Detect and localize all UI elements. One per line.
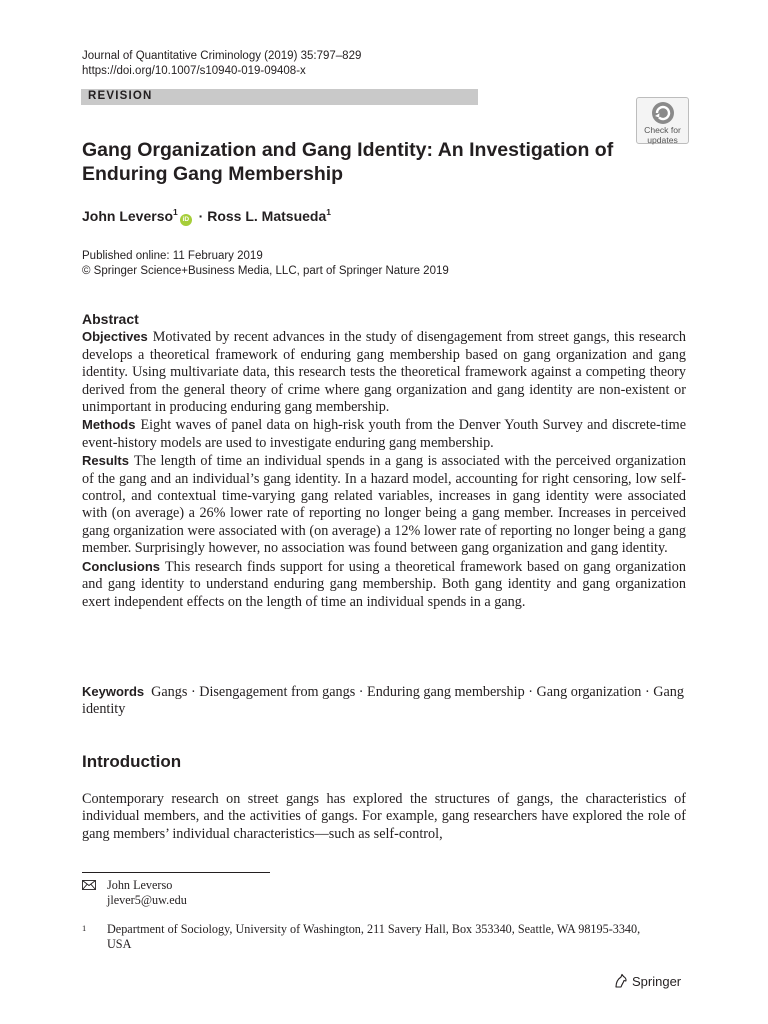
publication-info [82, 249, 449, 279]
abstract-section-text: Motivated by recent advances in the study of disengagement from street gangs, this research develops a theoretical framework of enduring gang membership based on gang organization and gang identity. Using multivariate data, this research tests the theoretical framework against a competing theory derived from the general theory of crime where gang organization and gang identity are non-existent or unimportant in producing enduring gang membership. [82, 329, 686, 416]
abstract-section-label: Objectives [82, 329, 148, 345]
abstract-heading: Abstract [82, 311, 139, 327]
abstract-section-label: Methods [82, 417, 136, 433]
doi-link[interactable]: https://doi.org/10.1007/s10940-019-09408-x [82, 65, 306, 77]
abstract-section-label: Conclusions [82, 558, 161, 574]
abstract-conclusions [82, 558, 686, 611]
copyright-notice: © Springer Science+Business Media, LLC, part of Springer Nature 2019 [82, 265, 449, 277]
abstract-objectives [82, 328, 686, 416]
check-for-updates-line1: Check for [644, 125, 681, 135]
author-name[interactable]: John Leverso [82, 208, 174, 224]
springer-horse-icon [613, 973, 629, 989]
author-affiliation-marker: 1 [173, 207, 178, 217]
abstract-section-text: The length of time an individual spends in a gang is associated with the perceived organization of the gang and an individual’s gang identity. In a hazard model, accounting for right censoring, low self-control, and contextual time-varying gang related variables, increases in gang identity were associated with (on average) a 26% lower rate of reporting no longer being a gang member. Increases in perceived gang organization were associated with (on average) a 12% lower rate of reporting no longer being a gang member. Surprisingly however, no association was found between gang organization and gang identity. [82, 453, 686, 557]
check-for-updates-line2: updates [647, 135, 678, 145]
author-affiliation-marker: 1 [326, 207, 331, 217]
author-list [82, 207, 331, 226]
published-date: Published online: 11 February 2019 [82, 250, 263, 262]
envelope-icon [82, 880, 96, 890]
orcid-icon[interactable]: iD [180, 214, 192, 226]
abstract-section-label: Results [82, 453, 129, 469]
check-for-updates-icon [651, 101, 675, 125]
affiliation-number: 1 [82, 923, 87, 933]
abstract-results [82, 452, 686, 557]
journal-citation: Journal of Quantitative Criminology (2019) 35:797–829 [82, 50, 362, 62]
abstract-section-text: This research finds support for using a theoretical framework based on gang organization and gang identity to understand enduring gang membership. Both gang identity and gang organization exert independent effects on the length of time an individual spends in a gang. [82, 558, 686, 610]
abstract-section-text: Eight waves of panel data on high-risk youth from the Denver Youth Survey and discrete-time event-history models are used to investigate enduring gang membership. [82, 417, 686, 451]
abstract [82, 311, 686, 611]
contact-email[interactable]: jlever5@uw.edu [107, 893, 187, 907]
journal-header [82, 49, 361, 79]
introduction-heading: Introduction [82, 752, 182, 771]
footnote-divider [82, 872, 270, 873]
introduction-paragraph: Contemporary research on street gangs has explored the structures of gangs, the characteristics of individual members, and the activities of gangs. For example, gang researchers have explored the role of gang members’ individual characteristics—such as self-control, [82, 791, 686, 842]
article-title: Gang Organization and Gang Identity: An Investigation of Enduring Gang Membership [82, 139, 614, 185]
contact-name: John Leverso [107, 878, 173, 892]
keywords [82, 683, 686, 719]
publisher-name: Springer [632, 974, 682, 989]
section-banner [81, 89, 478, 105]
affiliation-text: Department of Sociology, University of Washington, 211 Savery Hall, Box 353340, Seattle, WA 98195-3340, USA [107, 922, 641, 951]
keywords-label: Keywords [82, 684, 145, 699]
author-name[interactable]: Ross L. Matsueda [207, 208, 327, 224]
section-label: REVISION [88, 90, 153, 102]
keywords-text: Gangs · Disengagement from gangs · Enduring gang membership · Gang organization · Gang identity [82, 684, 684, 718]
check-for-updates-badge[interactable] [636, 97, 689, 144]
author-separator: · [194, 208, 208, 224]
publisher-logo [613, 973, 681, 989]
abstract-methods [82, 416, 686, 452]
